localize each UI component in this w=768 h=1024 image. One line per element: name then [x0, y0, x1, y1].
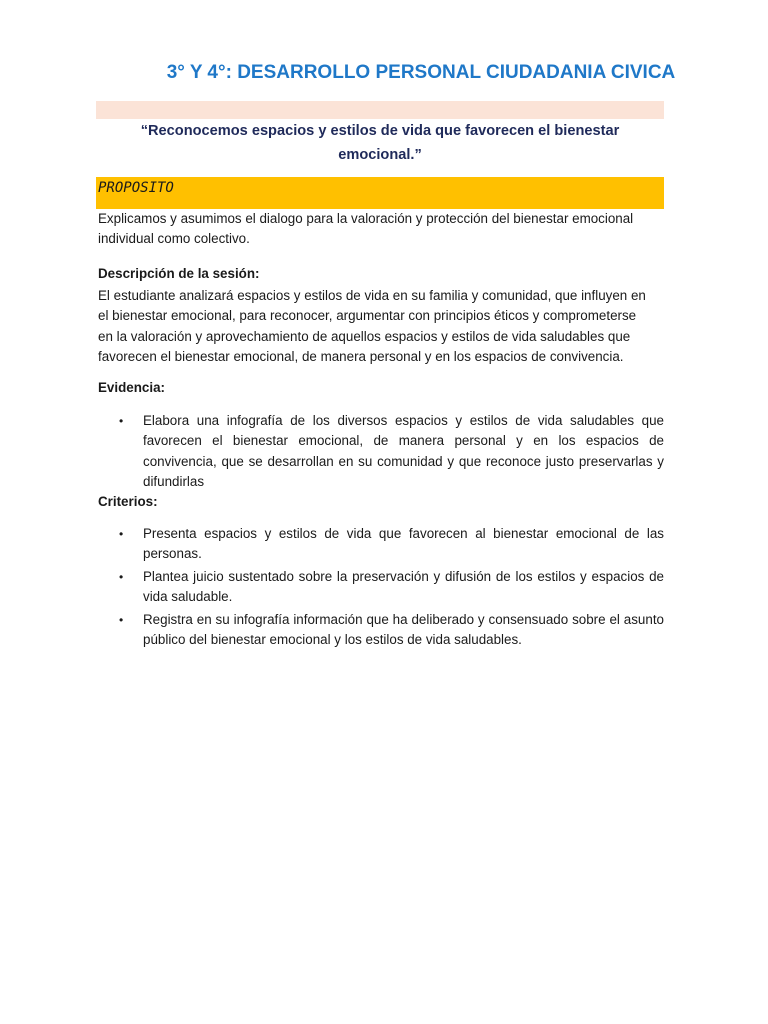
subtitle-line: “Reconocemos espacios y estilos de vida que favorecen el bienestar: [140, 123, 620, 139]
list-item: [98, 567, 664, 608]
criteria-list: [98, 524, 664, 652]
session-line: en la valoración y aprovechamiento de aquellos espacios y estilos de vida saludables que: [98, 328, 631, 344]
criteria-item-text: Plantea juicio sustentado sobre la preservación y difusión de los estilos y espacios de vida saludable.: [143, 568, 664, 605]
session-line: favorecen el bienestar emocional, de manera personal y en los espacios de convivencia.: [98, 349, 624, 365]
header-band: [96, 101, 664, 119]
session-subtitle: [96, 119, 664, 167]
purpose-banner: [96, 177, 664, 209]
bullet-icon: •: [119, 527, 124, 541]
purpose-text-line: Explicamos y asumimos el dialogo para la valoración y protección del bienestar emocional: [98, 211, 634, 226]
session-line: el bienestar emocional, para reconocer, argumentar con principios éticos y comprometerse: [98, 308, 637, 324]
purpose-text: [98, 209, 664, 250]
evidence-heading: Evidencia:: [98, 380, 165, 395]
session-line: El estudiante analizará espacios y estilos de vida en su familia y comunidad, que influyen en: [98, 288, 646, 303]
subtitle-line: emocional.”: [338, 147, 422, 163]
purpose-heading: PROPOSITO: [98, 180, 174, 196]
bullet-icon: •: [119, 612, 124, 627]
session-heading: Descripción de la sesión:: [98, 266, 260, 281]
bullet-icon: •: [119, 414, 124, 428]
criteria-item-text: Registra en su infografía información que ha deliberado y consensuado sobre el asunto público del bienestar emocional y los estilos de vida saludables.: [143, 611, 664, 648]
document-title: 3° Y 4°: DESARROLLO PERSONAL CIUDADANIA CIVICA: [166, 62, 676, 83]
criteria-heading: Criterios:: [98, 494, 158, 509]
purpose-text-line: individual como colectivo.: [98, 231, 250, 247]
list-item: [98, 411, 664, 493]
bullet-icon: •: [119, 569, 124, 584]
session-description: [98, 286, 664, 368]
list-item: [98, 610, 664, 651]
criteria-item-text: Presenta espacios y estilos de vida que favorecen al bienestar emocional de las personas.: [143, 526, 664, 562]
list-item: [98, 524, 664, 565]
evidence-item-text: Elabora una infografía de los diversos espacios y estilos de vida saludables que favorecen el bienestar emocional, de manera personal y en los espacios de convivencia, que se desarrollan en su comunidad y que reconoce justo preservarlas y difundirlas: [143, 413, 664, 490]
evidence-list: [98, 411, 664, 495]
